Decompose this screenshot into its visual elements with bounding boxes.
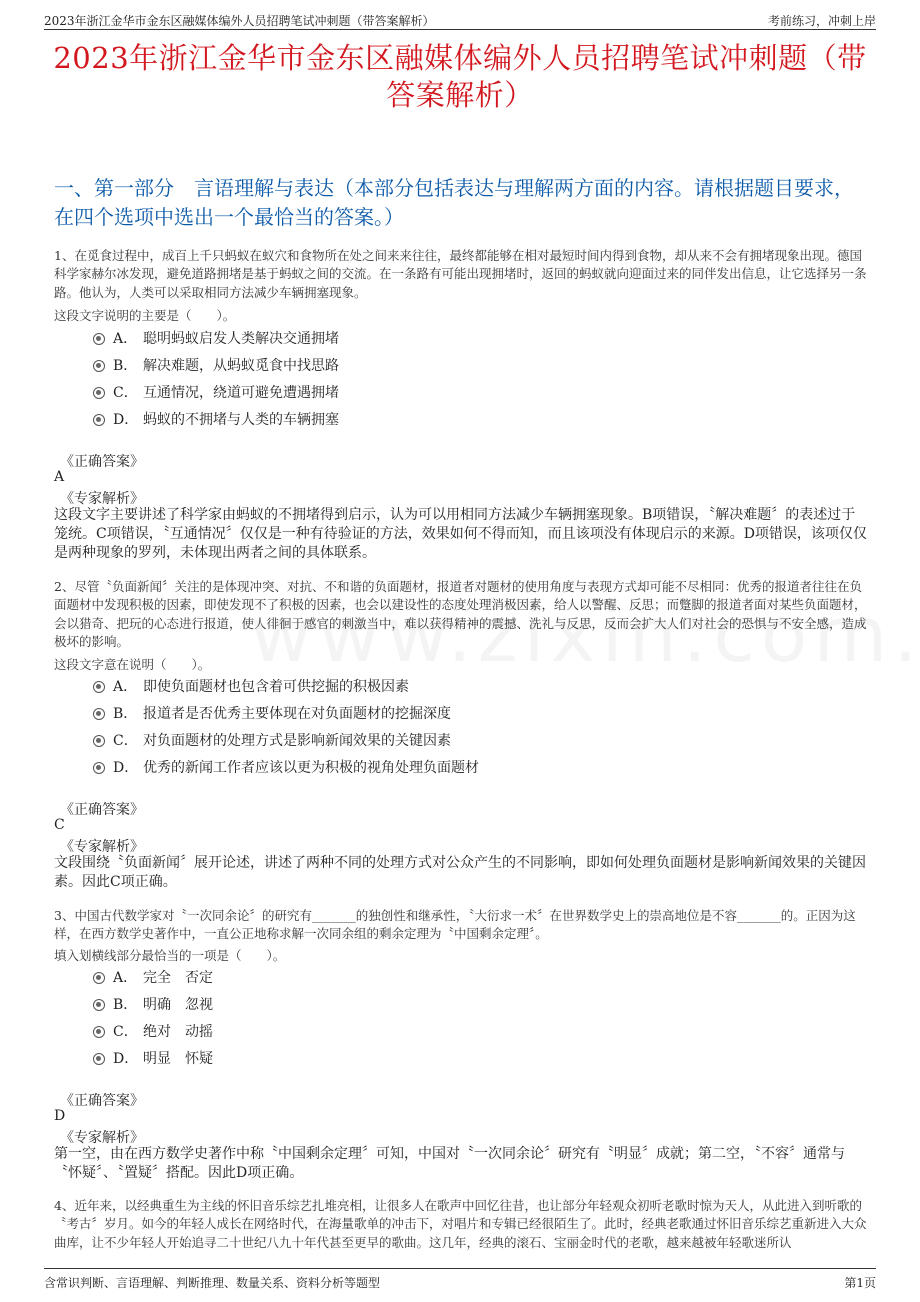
option-label: A．: [113, 331, 138, 347]
answer-value: C: [54, 817, 65, 833]
answer-value: D: [54, 1108, 66, 1124]
option-text: 明显 怀疑: [143, 1051, 213, 1067]
option-label: C．: [113, 385, 138, 401]
option-text: 明确 忽视: [143, 997, 213, 1013]
option-label: A．: [113, 970, 138, 986]
header-slogan: 考前练习，冲刺上岸: [767, 14, 876, 28]
option-text: 绝对 动摇: [143, 1024, 213, 1040]
footer-note: 含常识判断、言语理解、判断推理、数量关系、资料分析等题型: [44, 1276, 381, 1290]
option-label: D．: [113, 760, 139, 776]
radio-button-icon[interactable]: [93, 414, 105, 426]
analysis-heading: 《专家解析》: [60, 839, 144, 855]
option-text: 解决难题，从蚂蚁觅食中找思路: [143, 358, 339, 374]
page-header: [44, 8, 876, 30]
radio-button-icon[interactable]: [93, 999, 105, 1011]
option-text: 优秀的新闻工作者应该以更为积极的视角处理负面题材: [143, 760, 479, 776]
answer-heading: 《正确答案》: [60, 454, 144, 470]
answer-value: A: [54, 469, 65, 485]
header-doc-title: 2023年浙江金华市金东区融媒体编外人员招聘笔试冲刺题（带答案解析）: [44, 14, 435, 28]
answer-heading: 《正确答案》: [60, 802, 144, 818]
section-heading: 一、第一部分 言语理解与表达（本部分包括表达与理解两方面的内容。请根据题目要求，在四个选项中选出一个最恰当的答案。）: [54, 176, 854, 229]
option-label: C．: [113, 733, 138, 749]
option-text: 报道者是否优秀主要体现在对负面题材的挖掘深度: [143, 706, 451, 722]
option-label: A．: [113, 679, 138, 695]
answer-heading: 《正确答案》: [60, 1093, 144, 1109]
radio-button-icon[interactable]: [93, 972, 105, 984]
radio-button-icon[interactable]: [93, 681, 105, 693]
question-2-text: 2、尽管〝负面新闻〞关注的是体现冲突、对抗、不和谐的负面题材，报道者对题材的使用角度与表现方式却可能不尽相同：优秀的报道者往往在负面题材中发现积极的因素，即使发现不了积极的因素，也会以建设性的态度处理消极因素，给人以警醒、反思；而蹩脚的报道者面对某些负面题材，会以猎奇、把玩的心态进行报道，使人徘徊于感官的刺激当中，难以获得精神的震撼、洗礼与反思，反而会扩大人们对社会的恐惧与不安全感，造成极坏的影响。: [54, 579, 867, 649]
option-label: D．: [113, 1051, 139, 1067]
radio-button-icon[interactable]: [93, 762, 105, 774]
option-text: 蚂蚁的不拥堵与人类的车辆拥塞: [143, 412, 339, 428]
radio-button-icon[interactable]: [93, 360, 105, 372]
radio-button-icon[interactable]: [93, 735, 105, 747]
analysis-text: 文段围绕〝负面新闻〞展开论述，讲述了两种不同的处理方式对公众产生的不同影响，即如何处理负面题材是影响新闻效果的关键因素。因此C项正确。: [54, 855, 866, 890]
page-title: 2023年浙江金华市金东区融媒体编外人员招聘笔试冲刺题（带答案解析）: [53, 41, 867, 112]
option-text: 即使负面题材也包含着可供挖掘的积极因素: [143, 679, 409, 695]
question-4-text: 4、近年来，以经典重生为主线的怀旧音乐综艺扎堆亮相，让很多人在歌声中回忆往昔，也让部分年轻观众初听老歌时惊为天人，从此进入到听歌的〝考古〞岁月。如今的年轻人成长在网络时代，在海量歌单的冲击下，对唱片和专辑已经很陌生了。此时，经典老歌通过怀旧音乐综艺重新进入大众曲库，让不少年轻人开始追寻二十世纪八九十年代甚至更早的歌曲。这几年，经典的滚石、宝丽金时代的老歌，越来越被年轻歌迷所认: [54, 1198, 867, 1250]
radio-button-icon[interactable]: [93, 1053, 105, 1065]
question-3-stem: 填入划横线部分最恰当的一项是（ ）。: [54, 948, 286, 963]
analysis-text: 第一空，由在西方数学史著作中称〝中国剩余定理〞可知，中国对〝一次同余论〞研究有〝明显〞成就；第二空，〝不容〞通常与〝怀疑〞、〝置疑〞搭配。因此D项正确。: [54, 1146, 845, 1181]
radio-button-icon[interactable]: [93, 708, 105, 720]
radio-button-icon[interactable]: [93, 1026, 105, 1038]
question-3-text: 3、中国古代数学家对〝一次同余论〞的研究有_______的独创性和继承性，〝大衍求一术〞在世界数学史上的崇高地位是不容_______的。正因为这样，在西方数学史著作中，一直公正地称求解一次同余组的剩余定理为〝中国剩余定理〞。: [54, 908, 856, 942]
radio-button-icon[interactable]: [93, 333, 105, 345]
option-label: B．: [113, 997, 138, 1013]
question-2-stem: 这段文字意在说明（ ）。: [54, 657, 211, 672]
page-footer: [44, 1268, 876, 1292]
option-text: 对负面题材的处理方式是影响新闻效果的关键因素: [143, 733, 451, 749]
option-text: 完全 否定: [143, 970, 213, 986]
option-label: C．: [113, 1024, 138, 1040]
page-number: 第1页: [844, 1276, 876, 1290]
option-text: 互通情况，绕道可避免遭遇拥堵: [143, 385, 339, 401]
question-1-text: 1、在觅食过程中，成百上千只蚂蚁在蚁穴和食物所在处之间来来往往，最终都能够在相对最短时间内得到食物，却从来不会有拥堵现象出现。德国科学家赫尔冰发现，避免道路拥堵是基于蚂蚁之间的交流。在一条路有可能出现拥堵时，返回的蚂蚁就向迎面过来的同伴发出信息，让它选择另一条路。他认为，人类可以采取相同方法减少车辆拥塞现象。: [54, 248, 867, 300]
analysis-heading: 《专家解析》: [60, 1130, 144, 1146]
option-label: B．: [113, 358, 138, 374]
analysis-heading: 《专家解析》: [60, 491, 144, 507]
option-text: 聪明蚂蚁启发人类解决交通拥堵: [143, 331, 339, 347]
radio-button-icon[interactable]: [93, 387, 105, 399]
question-1-stem: 这段文字说明的主要是（ ）。: [54, 308, 236, 323]
option-label: B．: [113, 706, 138, 722]
analysis-text: 这段文字主要讲述了科学家由蚂蚁的不拥堵得到启示，认为可以用相同方法减少车辆拥塞现象。B项错误，〝解决难题〞的表述过于笼统。C项错误，〝互通情况〞仅仅是一种有待验证的方法，效果如何不得而知，而且该项没有体现启示的来源。D项错误，该项仅仅是两种现象的罗列，未体现出两者之间的具体联系。: [54, 507, 867, 561]
option-label: D．: [113, 412, 139, 428]
